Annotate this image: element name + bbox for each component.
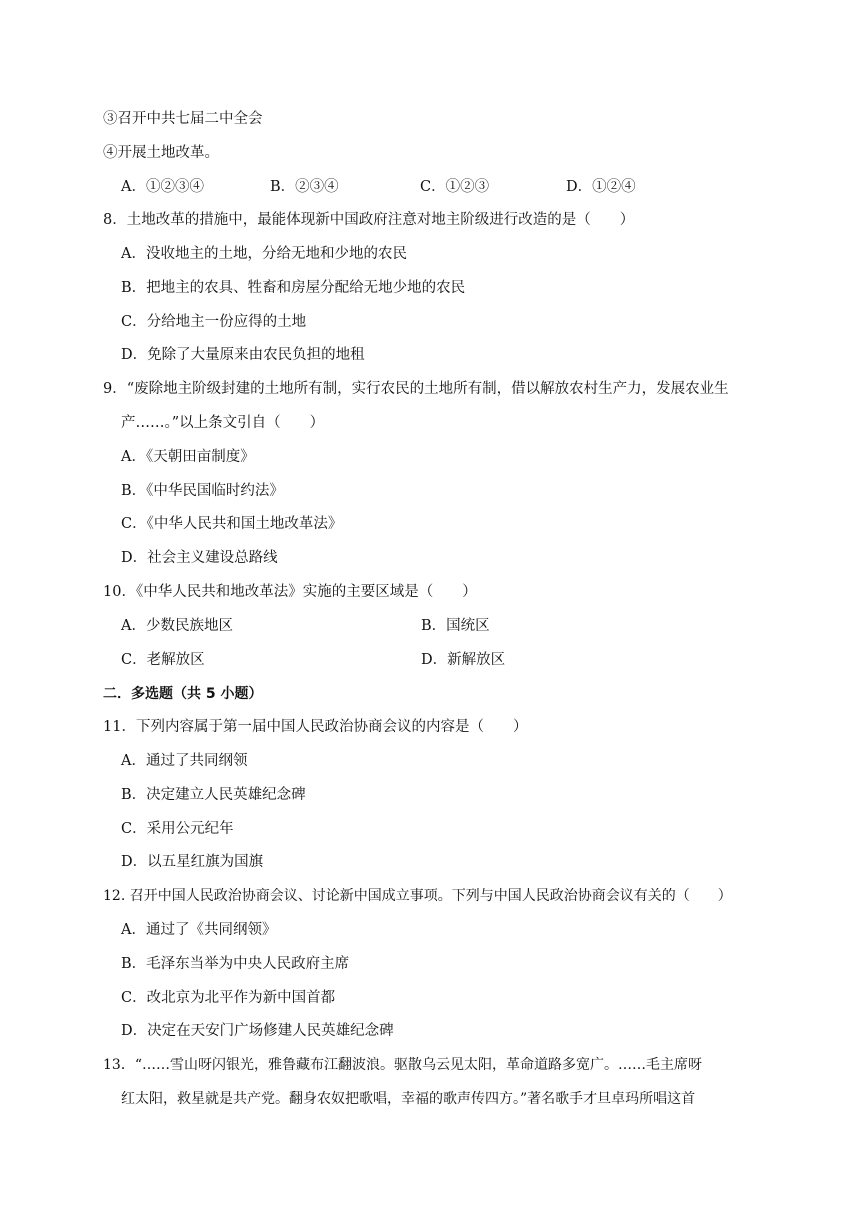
q7-option-b: B．②③④: [270, 179, 339, 195]
q11-option-b: B．决定建立人民英雄纪念碑: [121, 787, 306, 803]
section-title: 二．多选题（共 5 小题）: [103, 686, 263, 702]
q9-option-d: D．社会主义建设总路线: [121, 550, 278, 566]
q7-item-4: ④开展土地改革。: [103, 145, 219, 161]
q9-stem-line1: 9．“废除地主阶级封建的土地所有制，实行农民的土地所有制，借以解放农村生产力，发展农业生: [103, 381, 729, 397]
q9-option-a: A．《天朝田亩制度》: [121, 449, 255, 465]
q12-option-a: A．通过了《共同纲领》: [121, 922, 277, 938]
q13-stem-line2: 红太阳，救星就是共产党。翻身农奴把歌唱，幸福的歌声传四方。”著名歌手才旦卓玛所唱这首: [121, 1091, 696, 1107]
q12-option-b: B．毛泽东当举为中央人民政府主席: [121, 956, 350, 972]
q11-option-d: D．以五星红旗为国旗: [121, 854, 264, 870]
q7-option-a: A．①②③④: [121, 179, 204, 195]
q13-stem-line1: 13．“……雪山呀闪银光，雅鲁藏布江翻波浪。驱散乌云见太阳，革命道路多宽广。……毛主席呀: [103, 1057, 702, 1073]
q7-option-c: C．①②③: [420, 179, 490, 195]
q8-option-a: A．没收地主的土地，分给无地和少地的农民: [121, 246, 407, 262]
q10-option-d: D．新解放区: [421, 652, 506, 668]
q8-option-b: B．把地主的农具、牲畜和房屋分配给无地少地的农民: [121, 280, 466, 296]
q9-stem-line2: 产……。”以上条文引自（ ）: [121, 415, 325, 431]
q12-stem: 12. 召开中国人民政治协商会议、讨论新中国成立事项。下列与中国人民政治协商会议有关的（ ）: [103, 888, 732, 904]
q8-option-d: D．免除了大量原来由农民负担的地租: [121, 347, 365, 363]
q7-option-d: D．①②④: [566, 179, 636, 195]
q11-option-c: C．采用公元纪年: [121, 821, 234, 837]
q10-option-c: C．老解放区: [121, 652, 205, 668]
q7-item-3: ③召开中共七届二中全会: [103, 111, 263, 127]
q8-option-c: C．分给地主一份应得的土地: [121, 314, 307, 330]
q10-option-b: B．国统区: [421, 618, 490, 634]
q10-stem: 10．《中华人民共和地改革法》实施的主要区域是（ ）: [103, 584, 477, 600]
q12-option-c: C．改北京为北平作为新中国首都: [121, 990, 336, 1006]
q9-option-c: C．《中华人民共和国土地改革法》: [121, 516, 343, 532]
q9-option-b: B．《中华民国临时约法》: [121, 483, 284, 499]
q12-option-d: D．决定在天安门广场修建人民英雄纪念碑: [121, 1023, 394, 1039]
q10-option-a: A．少数民族地区: [121, 618, 233, 634]
q8-stem: 8．土地改革的措施中，最能体现新中国政府注意对地主阶级进行改造的是（ ）: [103, 212, 635, 228]
q11-option-a: A．通过了共同纲领: [121, 753, 248, 769]
q11-stem: 11．下列内容属于第一届中国人民政治协商会议的内容是（ ）: [103, 719, 528, 735]
